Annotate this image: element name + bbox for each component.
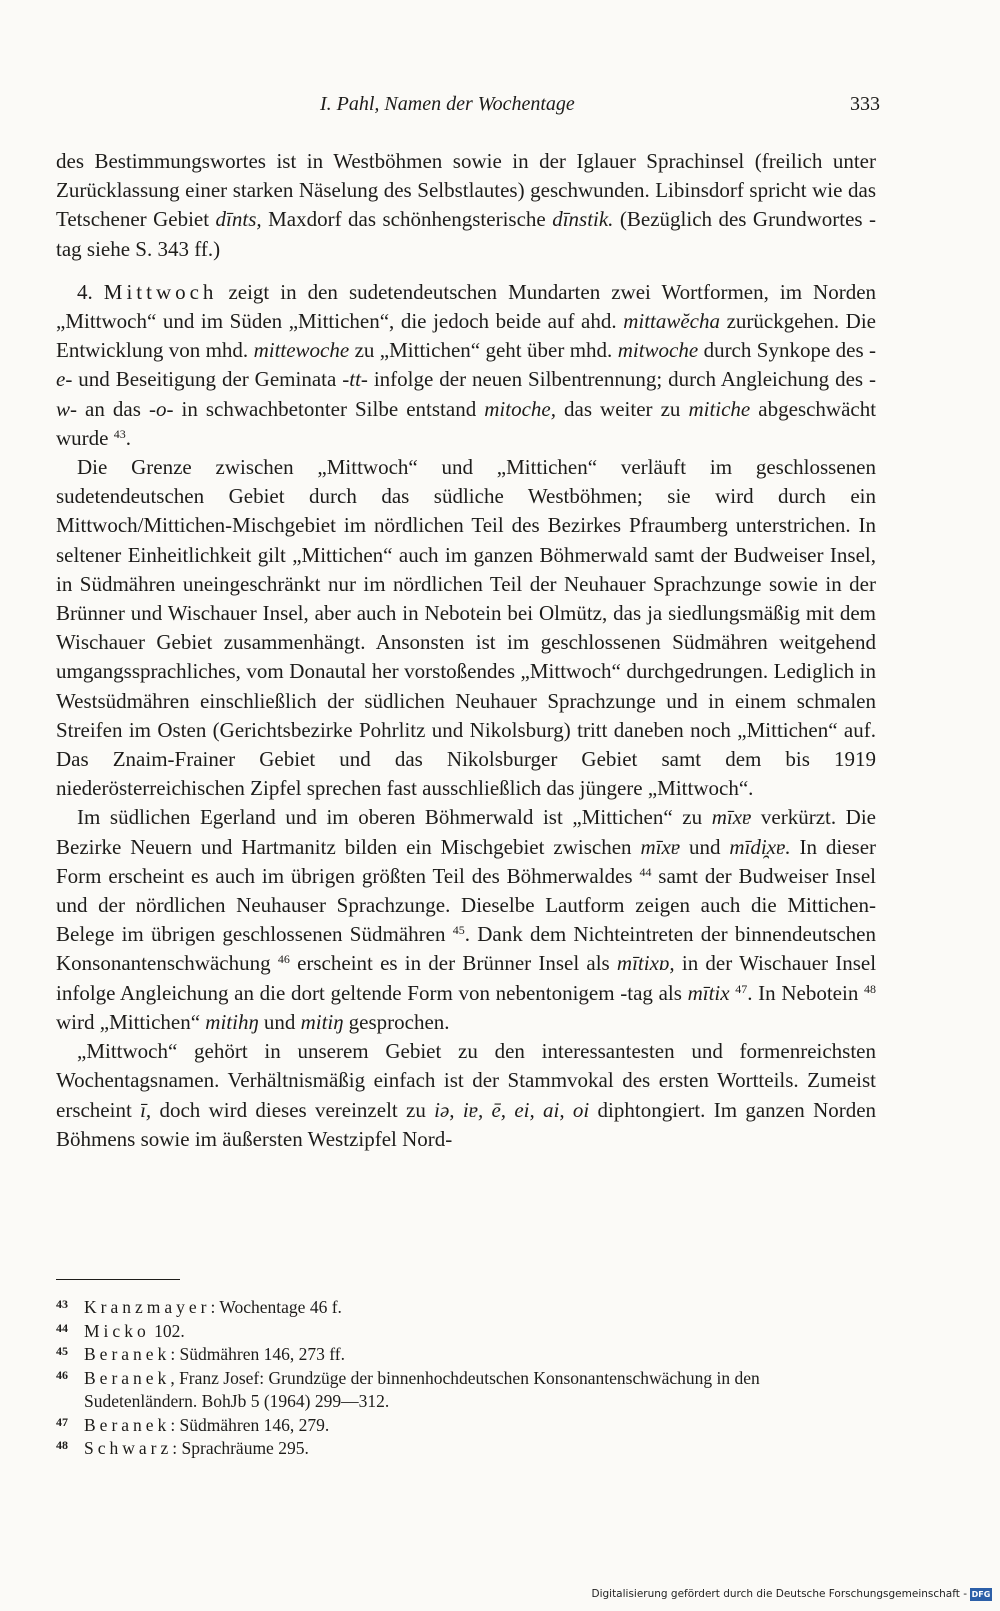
italic-term: mitoche,	[484, 396, 556, 421]
italic-term: mittawĕcha	[623, 309, 721, 334]
italic-term: iə, iɐ, ē, ei, ai, oi	[434, 1097, 590, 1122]
text: . In Nebotein	[747, 980, 859, 1005]
text: und	[688, 834, 721, 859]
footnote-text: 102.	[149, 1320, 185, 1341]
text: Im südlichen Egerland und im oberen Böhmerwald ist „Mittichen“ zu	[77, 805, 703, 830]
dfg-logo-icon: DFG	[971, 1589, 991, 1599]
footnote	[56, 1343, 876, 1367]
footnote	[56, 1414, 876, 1438]
italic-term: -e-	[56, 338, 877, 392]
italic-term: -o-	[148, 396, 174, 421]
text: diphtongiert. Im ganzen Norden Böhmens sowie im äußersten Westzipfel Nord-	[56, 1097, 877, 1151]
footnote	[56, 1437, 876, 1461]
text: zu „Mittichen“ geht über mhd.	[354, 338, 613, 363]
italic-term: mitiche	[688, 396, 751, 421]
footnote-ref: 43	[113, 426, 126, 441]
footnote-text: : Südmähren 146, 273 ff.	[170, 1344, 345, 1364]
spaced-keyword: Mittwoch	[103, 279, 218, 304]
text: zurückgehen. Die Entwicklung von mhd.	[56, 309, 877, 363]
footnote-text: : Sprachräume 295.	[172, 1438, 309, 1458]
text: an das	[85, 396, 141, 421]
italic-term: mīdi̯xɐ.	[729, 834, 791, 859]
text: des Bestimmungswortes ist in Westböhmen sowie in der Iglauer Sprachinsel (freilich unter Zurücklassung einer starken Näselung des Selbstlautes) geschwunden. Libinsdorf spricht wie das Tetschener Gebiet	[56, 149, 876, 232]
footnote	[56, 1367, 876, 1414]
text: infolge der neuen Silbentrennung; durch Angleichung des	[373, 367, 864, 392]
text: gesprochen.	[348, 1009, 450, 1034]
text: „Mittwoch“ gehört in unserem Gebiet zu den interessantesten und formenreichsten Wochentagsnamen. Verhältnismäßig einfach ist der Stammvokal des ersten Wortteils. Zumeist erscheint	[56, 1039, 876, 1122]
italic-term: dīnts,	[215, 207, 262, 232]
footnote	[56, 1296, 876, 1320]
footnote-author: Beranek	[84, 1367, 171, 1388]
footnote-text: : Südmähren 146, 279.	[170, 1414, 330, 1435]
italic-term: mitiŋ	[300, 1009, 344, 1034]
footnotes	[56, 1296, 876, 1461]
footnote-author: Kranzmayer	[84, 1297, 211, 1317]
text: . Dank dem Nichteintreten der binnendeutschen Konsonantenschwächung	[56, 922, 876, 976]
footnote-ref: 46	[277, 952, 290, 967]
footnote-ref: 45	[452, 923, 465, 938]
footnote-text: , Franz Josef: Grundzüge der binnenhochdeutschen Konsonantenschwächung in den Sudetenländern. BohJb 5 (1964) 299—312.	[84, 1367, 760, 1411]
running-title: I. Pahl, Namen der Wochentage	[320, 93, 575, 115]
text: In dieser Form erscheint es auch im übrigen größten Teil des Böhmerwaldes	[56, 834, 877, 888]
italic-term: ī,	[140, 1097, 152, 1122]
paragraph-1	[56, 147, 876, 264]
footnote-number: 47	[56, 1414, 68, 1429]
italic-term: mīxɐ	[640, 834, 681, 859]
italic-term: -w-	[56, 367, 877, 421]
text: durch Synkope des	[703, 338, 864, 363]
footnote-number: 46	[56, 1367, 68, 1382]
footnote-ref: 47	[735, 981, 748, 996]
footnote-divider	[56, 1279, 180, 1280]
text: das weiter zu	[564, 396, 681, 421]
footnote-ref: 44	[639, 864, 652, 879]
text: verkürzt. Die Bezirke Neuern und Hartmanitz bilden ein Mischgebiet zwischen	[56, 805, 877, 859]
italic-term: dīnstik.	[552, 207, 614, 232]
footnote	[56, 1320, 876, 1344]
text: und Beseitigung der Geminata	[78, 367, 337, 392]
text: in schwachbetonter Silbe entstand	[181, 396, 477, 421]
italic-term: mīxɐ	[711, 805, 752, 830]
text: samt der Budweiser Insel und der nördlichen Neuhauser Sprachzunge. Dieselbe Lautform zeigen auch die Mittichen-Belege im übrigen geschlossenen Südmähren	[56, 863, 876, 947]
italic-term: mītix	[687, 980, 730, 1005]
text: .	[125, 425, 131, 450]
footnote-author: Beranek	[84, 1414, 171, 1435]
text: wird „Mittichen“	[56, 1009, 201, 1034]
text: zeigt in den sudetendeutschen Mundarten zwei Wortformen, im Norden „Mittwoch“ und im Süden „Mittichen“, die jedoch beide auf ahd.	[56, 279, 877, 334]
text: und	[263, 1009, 296, 1034]
running-header	[320, 93, 880, 123]
text: doch wird dieses vereinzelt zu	[159, 1097, 426, 1122]
footnote-ref: 48	[864, 981, 876, 996]
footnote-text: : Wochentage 46 f.	[210, 1297, 342, 1317]
paragraph-2	[56, 278, 876, 453]
footnote-number: 45	[56, 1344, 68, 1358]
paragraph-3: Die Grenze zwischen „Mittwoch“ und „Mittichen“ verläuft im geschlossenen sudetendeutschen Gebiet durch das südliche Westböhmen; sie wird durch ein Mittwoch/Mittichen-Mischgebiet im nördlichen Teil des Bezirkes Pfraumberg unterstrichen. In seltener Einheitlichkeit gilt „Mittichen“ auch im ganzen Böhmerwald samt der Budweiser Insel, in Südmähren uneingeschränkt nur im nördlichen Teil der Neuhauer Sprachzunge sowie in der Brünner und Wischauer Insel, aber auch in Nebotein bei Olmütz, das ja siedlungsmäßig mit dem Wischauer Gebiet zusammenhängt. Ansonsten ist im geschlossenen Südmähren weitgehend umgangssprachliches, vom Donautal her vorstoßendes „Mittwoch“ durchgedrungen. Lediglich in Westsüdmähren einschließlich der südlichen Neuhauer Sprachzunge und in einem schmalen Streifen im Osten (Gerichtsbezirke Pohrlitz und Nikolsburg) tritt daneben noch „Mittichen“ auf. Das Znaim-Frainer Gebiet und das Nikolsburger Gebiet samt dem bis 1919 niederösterreichischen Zipfel sprechen fast ausschließlich das jüngere „Mittwoch“.	[56, 455, 876, 801]
text: in der Wischauer Insel infolge Angleichung an die dort geltende Form von nebentonigem -tag als	[56, 951, 877, 1005]
italic-term: mittewoche	[253, 338, 350, 363]
italic-term: mītixɒ,	[616, 951, 675, 976]
text: abgeschwächt wurde	[56, 396, 877, 450]
footnote-author: Micko	[84, 1320, 150, 1341]
paragraph-5	[56, 1037, 876, 1154]
text: erscheint es in der Brünner Insel als	[297, 951, 610, 976]
text: Maxdorf das schönhengsterische	[268, 207, 546, 232]
italic-term: mitihŋ	[205, 1009, 259, 1034]
text: (Bezüglich des Grundwortes -tag siehe S. 343 ff.)	[56, 207, 877, 261]
footnote-number: 44	[56, 1320, 68, 1335]
digitization-footer	[591, 1586, 992, 1602]
footer-text: Digitalisierung gefördert durch die Deutsche Forschungsgemeinschaft -	[591, 1588, 967, 1600]
italic-term: -tt-	[342, 367, 368, 392]
italic-term: mitwoche	[617, 338, 699, 363]
footnote-author: Beranek	[84, 1344, 171, 1364]
footnote-number: 43	[56, 1297, 68, 1311]
footnote-author: Schwarz	[84, 1438, 173, 1458]
paragraph-4	[56, 803, 876, 1037]
footnote-number: 48	[56, 1438, 68, 1452]
page-number: 333	[850, 93, 880, 115]
body-text	[56, 147, 876, 1154]
section-number: 4.	[77, 279, 93, 304]
